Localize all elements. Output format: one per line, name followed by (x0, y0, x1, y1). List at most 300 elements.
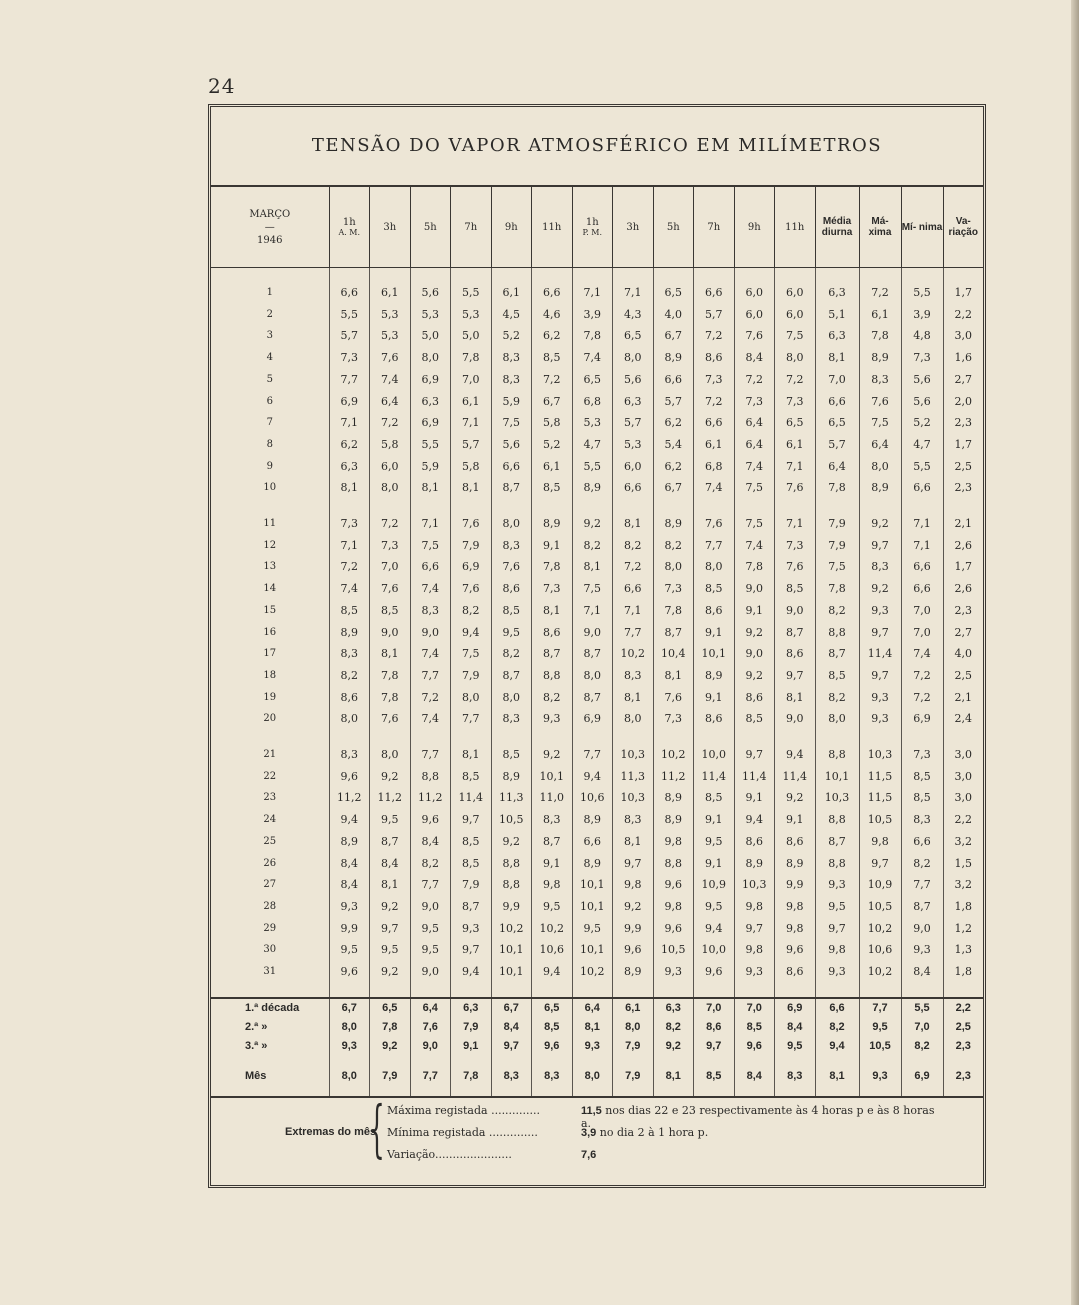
spacer-cell (211, 268, 329, 283)
cell-value: 7,3 (329, 347, 370, 369)
cell-value: 8,0 (491, 513, 532, 535)
table-row (211, 456, 983, 478)
cell-value: 10,1 (532, 766, 573, 788)
cell-value: 2,6 (943, 578, 983, 600)
cell-value: 10,9 (694, 874, 735, 896)
cell-value: 8,7 (572, 643, 613, 665)
row-label: 5 (266, 373, 273, 385)
cell-value: 8,8 (653, 853, 694, 875)
cell-value: 7,0 (815, 369, 859, 391)
table-row (211, 708, 983, 730)
table-row (211, 434, 983, 456)
spacer-cell (491, 268, 532, 283)
spacer-cell (775, 499, 816, 513)
spacer-cell (370, 499, 411, 513)
table-row (211, 643, 983, 665)
cell-value: 10,5 (491, 809, 532, 831)
hour-header (694, 186, 735, 268)
cell-value: 9,4 (329, 809, 370, 831)
page-title: TENSÃO DO VAPOR ATMOSFÉRICO EM MILÍMETROS (311, 135, 883, 156)
cell-value: 8,7 (572, 687, 613, 709)
spacer-cell (901, 499, 943, 513)
cell-value: 8,9 (532, 513, 573, 535)
cell-value: 2,4 (943, 708, 983, 730)
cell-value: 6,6 (532, 282, 573, 304)
cell-value: 8,0 (370, 477, 411, 499)
cell-value: 8,7 (775, 622, 816, 644)
hour-header (329, 186, 370, 268)
cell-value: 7,7 (572, 744, 613, 766)
cell-value: 7,2 (370, 412, 411, 434)
cell-value: 10,5 (653, 939, 694, 961)
hour-header (491, 186, 532, 268)
cell-value: 6,0 (370, 456, 411, 478)
cell-value: 10,1 (572, 896, 613, 918)
cell-value: 9,7 (734, 744, 775, 766)
cell-value: 2,7 (943, 369, 983, 391)
month-label: MARÇO (249, 208, 291, 220)
cell-value: 10,3 (613, 787, 654, 809)
cell-value: 7,3 (734, 391, 775, 413)
cell-value: 6,3 (653, 998, 694, 1018)
cell-value: 6,5 (653, 282, 694, 304)
extreme-min-text: no dia 2 à 1 hora p. (596, 1126, 709, 1139)
cell-value: 9,1 (694, 853, 735, 875)
cell-value: 5,3 (613, 434, 654, 456)
cell-value: 9,3 (859, 1056, 901, 1097)
cell-value: 8,5 (815, 665, 859, 687)
cell-value: 7,3 (329, 513, 370, 535)
cell-value: 7,3 (901, 347, 943, 369)
cell-value: 7,1 (451, 412, 492, 434)
cell-value: 8,9 (775, 853, 816, 875)
page-edge (1071, 0, 1079, 1305)
cell-value: 8,0 (572, 1056, 613, 1097)
cell-value: 8,5 (694, 1056, 735, 1097)
cell-value: 6,6 (694, 412, 735, 434)
cell-value: 9,5 (694, 831, 735, 853)
cell-value: 6,1 (370, 282, 411, 304)
row-label: 9 (266, 460, 273, 472)
cell-value: 6,6 (410, 556, 451, 578)
extreme-var (387, 1148, 947, 1168)
cell-value: 7,9 (613, 1056, 654, 1097)
cell-value: 9,2 (734, 622, 775, 644)
row-label: 11 (263, 518, 277, 530)
spacer-row (211, 983, 983, 998)
cell-value: 8,6 (775, 643, 816, 665)
cell-value: 9,5 (694, 896, 735, 918)
cell-value: 6,8 (694, 456, 735, 478)
cell-value: 9,2 (532, 744, 573, 766)
cell-value: 11,2 (329, 787, 370, 809)
cell-value: 8,8 (815, 853, 859, 875)
cell-value: 5,5 (410, 434, 451, 456)
cell-value: 9,3 (653, 961, 694, 983)
cell-value: 4,0 (653, 304, 694, 326)
spacer-cell (901, 983, 943, 998)
cell-value: 9,2 (370, 896, 411, 918)
cell-value: 6,6 (329, 282, 370, 304)
cell-value: 5,3 (370, 325, 411, 347)
cell-value: 7,0 (901, 600, 943, 622)
extreme-min-name: Mínima registada .............. (387, 1126, 538, 1139)
cell-value: 9,3 (734, 961, 775, 983)
cell-value: 6,0 (775, 282, 816, 304)
cell-value: 8,0 (329, 1018, 370, 1037)
vapor-pressure-table (211, 185, 983, 1098)
cell-value: 8,5 (532, 477, 573, 499)
cell-value: 3,2 (943, 831, 983, 853)
spacer-cell (694, 268, 735, 283)
cell-value: 8,3 (491, 708, 532, 730)
cell-value: 7,4 (410, 708, 451, 730)
row-label: 3 (266, 330, 273, 342)
extreme-max (387, 1104, 947, 1130)
cell-value: 7,8 (572, 325, 613, 347)
cell-value: 8,1 (451, 744, 492, 766)
spacer-cell (775, 983, 816, 998)
cell-value: 11,4 (775, 766, 816, 788)
cell-value: 8,2 (653, 1018, 694, 1037)
cell-value: 8,7 (491, 477, 532, 499)
cell-value: 8,7 (815, 831, 859, 853)
cell-value: 7,6 (775, 556, 816, 578)
cell-value: 6,9 (775, 998, 816, 1018)
cell-value: 8,2 (491, 643, 532, 665)
cell-value: 8,3 (410, 600, 451, 622)
cell-value: 9,2 (572, 513, 613, 535)
row-label: 13 (263, 561, 277, 573)
cell-value: 8,0 (815, 708, 859, 730)
cell-value: 6,8 (572, 391, 613, 413)
table-frame (208, 104, 986, 1188)
hour-header (532, 186, 573, 268)
cell-value: 2,3 (943, 412, 983, 434)
spacer-cell (451, 983, 492, 998)
cell-value: 6,1 (613, 998, 654, 1018)
cell-value: 6,7 (532, 391, 573, 413)
cell-value: 4,6 (532, 304, 573, 326)
cell-value: 5,5 (901, 998, 943, 1018)
table-row (211, 578, 983, 600)
cell-value: 7,9 (370, 1056, 411, 1097)
cell-value: 6,7 (491, 998, 532, 1018)
cell-value: 9,3 (815, 961, 859, 983)
cell-value: 6,6 (901, 578, 943, 600)
cell-value: 7,8 (451, 1056, 492, 1097)
cell-value: 7,8 (815, 578, 859, 600)
cell-value: 10,2 (859, 918, 901, 940)
cell-value: 9,3 (329, 896, 370, 918)
cell-value: 7,6 (694, 513, 735, 535)
cell-value: 7,6 (451, 513, 492, 535)
spacer-cell (370, 268, 411, 283)
cell-value: 2,3 (943, 600, 983, 622)
cell-value: 8,2 (815, 1018, 859, 1037)
cell-value: 8,8 (410, 766, 451, 788)
hour-label: 7h (464, 221, 478, 233)
cell-value: 7,5 (734, 513, 775, 535)
cell-value: 7,0 (734, 998, 775, 1018)
cell-value: 8,7 (532, 643, 573, 665)
cell-value: 8,1 (370, 643, 411, 665)
cell-value: 8,2 (410, 853, 451, 875)
cell-value: 7,2 (734, 369, 775, 391)
cell-value: 6,1 (451, 391, 492, 413)
cell-value: 9,7 (859, 622, 901, 644)
spacer-cell (572, 730, 613, 744)
cell-value: 8,5 (901, 787, 943, 809)
cell-value: 9,9 (613, 918, 654, 940)
cell-value: 6,1 (775, 434, 816, 456)
cell-value: 4,8 (901, 325, 943, 347)
cell-value: 6,6 (901, 477, 943, 499)
spacer-cell (532, 499, 573, 513)
cell-value: 7,6 (370, 347, 411, 369)
cell-value: 7,7 (410, 665, 451, 687)
cell-value: 7,6 (859, 391, 901, 413)
cell-value: 9,6 (329, 766, 370, 788)
cell-value: 5,8 (370, 434, 411, 456)
cell-value: 1,3 (943, 939, 983, 961)
spacer-cell (815, 268, 859, 283)
cell-value: 9,7 (451, 939, 492, 961)
cell-value: 7,4 (572, 347, 613, 369)
cell-value: 9,2 (734, 665, 775, 687)
spacer-cell (532, 730, 573, 744)
cell-value: 6,9 (451, 556, 492, 578)
cell-value: 7,6 (451, 578, 492, 600)
cell-value: 9,8 (653, 896, 694, 918)
cell-value: 8,6 (775, 831, 816, 853)
extreme-max-name: Máxima registada .............. (387, 1104, 541, 1117)
cell-value: 8,0 (370, 744, 411, 766)
row-label: 16 (263, 626, 277, 638)
cell-value: 7,6 (775, 477, 816, 499)
row-label: 1.ª década (211, 998, 329, 1018)
cell-value: 8,3 (775, 1056, 816, 1097)
cell-value: 7,8 (370, 665, 411, 687)
cell-value: 3,9 (572, 304, 613, 326)
cell-value: 6,2 (653, 412, 694, 434)
cell-value: 7,1 (329, 535, 370, 557)
cell-value: 11,5 (859, 766, 901, 788)
cell-value: 1,5 (943, 853, 983, 875)
hour-label: 7h (707, 221, 721, 233)
cell-value: 7,2 (410, 687, 451, 709)
cell-value: 11,3 (613, 766, 654, 788)
hour-label: 5h (423, 221, 437, 233)
cell-value: 5,7 (613, 412, 654, 434)
cell-value: 6,6 (901, 556, 943, 578)
spacer-cell (572, 499, 613, 513)
row-label: 17 (263, 648, 277, 660)
spacer-cell (859, 983, 901, 998)
table-row (211, 477, 983, 499)
spacer-cell (943, 730, 983, 744)
cell-value: 9,9 (491, 896, 532, 918)
cell-value: 9,4 (694, 918, 735, 940)
cell-value: 8,3 (613, 665, 654, 687)
cell-value: 9,7 (734, 918, 775, 940)
cell-value: 8,5 (901, 766, 943, 788)
cell-value: 7,4 (901, 643, 943, 665)
cell-value: 8,0 (613, 347, 654, 369)
cell-value: 8,6 (694, 347, 735, 369)
cell-value: 5,6 (901, 369, 943, 391)
cell-value: 7,1 (410, 513, 451, 535)
cell-value: 8,8 (532, 665, 573, 687)
spacer-cell (653, 730, 694, 744)
cell-value: 9,2 (859, 513, 901, 535)
table-row (211, 896, 983, 918)
table-row (211, 556, 983, 578)
cell-value: 5,3 (451, 304, 492, 326)
cell-value: 7,6 (370, 578, 411, 600)
cell-value: 8,1 (613, 687, 654, 709)
spacer-cell (491, 499, 532, 513)
cell-value: 6,4 (410, 998, 451, 1018)
decade-row (211, 1018, 983, 1037)
cell-value: 8,1 (329, 477, 370, 499)
cell-value: 7,0 (370, 556, 411, 578)
cell-value: 9,6 (694, 961, 735, 983)
month-row (211, 1056, 983, 1097)
cell-value: 9,3 (859, 708, 901, 730)
row-label: 29 (263, 922, 277, 934)
spacer-cell (943, 268, 983, 283)
cell-value: 8,0 (859, 456, 901, 478)
cell-value: 10,2 (491, 918, 532, 940)
cell-value: 8,4 (370, 853, 411, 875)
hour-label: 3h (383, 221, 397, 233)
cell-value: 7,8 (653, 600, 694, 622)
cell-value: 11,4 (859, 643, 901, 665)
cell-value: 10,6 (532, 939, 573, 961)
spacer-cell (694, 730, 735, 744)
cell-value: 3,0 (943, 744, 983, 766)
cell-value: 7,8 (815, 477, 859, 499)
spacer-cell (329, 499, 370, 513)
extreme-min (387, 1126, 947, 1146)
row-label: 3.ª » (245, 1039, 268, 1052)
spacer-cell (775, 730, 816, 744)
cell-value: 9,6 (775, 939, 816, 961)
cell-value: 7,5 (859, 412, 901, 434)
cell-value: 9,3 (815, 874, 859, 896)
cell-value: 5,9 (410, 456, 451, 478)
cell-value: 8,2 (613, 535, 654, 557)
cell-value: 2,3 (943, 1056, 983, 1097)
cell-value: 10,1 (572, 939, 613, 961)
cell-value: 8,5 (694, 787, 735, 809)
cell-value: 7,4 (370, 369, 411, 391)
cell-value: 6,3 (451, 998, 492, 1018)
row-label: 28 (263, 900, 277, 912)
cell-value: 8,6 (694, 1018, 735, 1037)
cell-value: 9,4 (451, 961, 492, 983)
cell-value: 10,3 (859, 744, 901, 766)
cell-value: 10,5 (859, 1037, 901, 1056)
cell-value: 9,5 (815, 896, 859, 918)
cell-value: 6,2 (653, 456, 694, 478)
table-row (211, 766, 983, 788)
hour-header (572, 186, 613, 268)
cell-value: 10,4 (653, 643, 694, 665)
cell-value: 2,7 (943, 622, 983, 644)
cell-value: 8,7 (491, 665, 532, 687)
cell-value: 2,3 (943, 477, 983, 499)
cell-value: 7,1 (775, 513, 816, 535)
cell-value: 7,1 (329, 412, 370, 434)
cell-value: 4,3 (613, 304, 654, 326)
cell-value: 8,4 (901, 961, 943, 983)
table-row (211, 304, 983, 326)
spacer-cell (329, 268, 370, 283)
row-label: 12 (263, 539, 277, 551)
spacer-cell (859, 268, 901, 283)
month-dash: — (264, 221, 275, 233)
cell-value: 6,7 (653, 477, 694, 499)
spacer-cell (410, 499, 451, 513)
table-row (211, 325, 983, 347)
cell-value: 8,2 (901, 1037, 943, 1056)
cell-value: 8,9 (572, 809, 613, 831)
spacer-cell (859, 499, 901, 513)
cell-value: 3,2 (943, 874, 983, 896)
cell-value: 5,5 (901, 282, 943, 304)
hour-period: P. M. (582, 228, 603, 237)
cell-value: 8,5 (491, 600, 532, 622)
cell-value: 9,2 (370, 766, 411, 788)
cell-value: 8,5 (451, 853, 492, 875)
cell-value: 7,9 (613, 1037, 654, 1056)
header-row (211, 186, 983, 268)
cell-value: 5,0 (451, 325, 492, 347)
cell-value: 7,1 (901, 513, 943, 535)
spacer-cell (211, 730, 329, 744)
table-row (211, 600, 983, 622)
spacer-cell (734, 499, 775, 513)
cell-value: 1,8 (943, 961, 983, 983)
spacer-cell (694, 983, 735, 998)
cell-value: 4,0 (943, 643, 983, 665)
cell-value: 5,6 (613, 369, 654, 391)
cell-value: 6,5 (815, 412, 859, 434)
table-row (211, 412, 983, 434)
extremes-label: Extremas do mês (285, 1126, 377, 1138)
cell-value: 5,4 (653, 434, 694, 456)
cell-value: 7,9 (451, 665, 492, 687)
cell-value: 8,9 (572, 477, 613, 499)
cell-value: 6,6 (613, 477, 654, 499)
cell-value: 8,7 (370, 831, 411, 853)
cell-value: 5,2 (491, 325, 532, 347)
cell-value: 9,7 (815, 918, 859, 940)
cell-value: 8,5 (734, 1018, 775, 1037)
spacer-cell (613, 499, 654, 513)
table-row (211, 918, 983, 940)
cell-value: 10,6 (859, 939, 901, 961)
cell-value: 9,0 (410, 622, 451, 644)
cell-value: 8,3 (491, 1056, 532, 1097)
cell-value: 2,6 (943, 535, 983, 557)
cell-value: 6,6 (815, 998, 859, 1018)
cell-value: 9,2 (370, 961, 411, 983)
cell-value: 7,3 (694, 369, 735, 391)
row-label: 18 (263, 669, 277, 681)
